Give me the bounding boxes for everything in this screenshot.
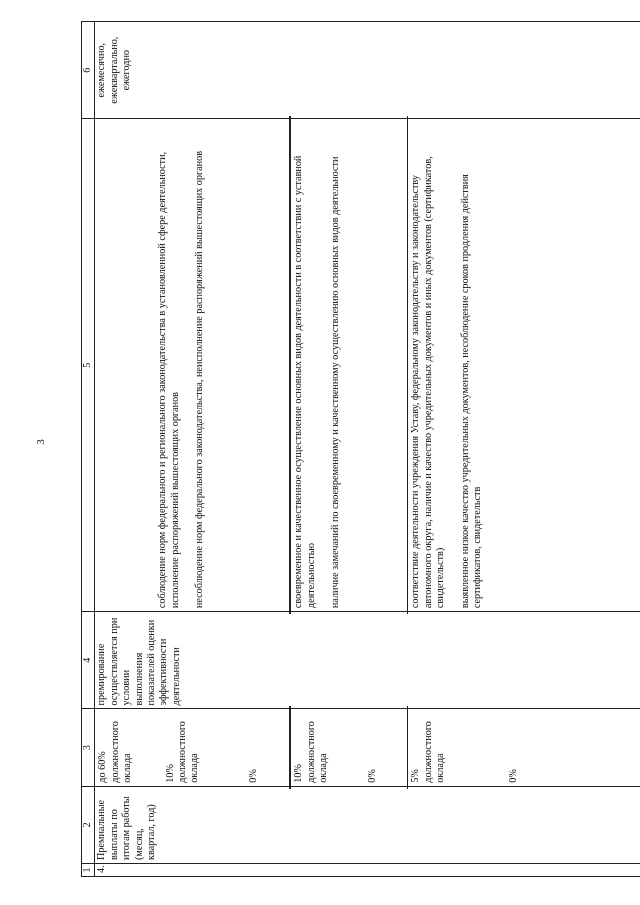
bonus-table — [81, 21, 640, 877]
header-col-3: 3 — [82, 709, 95, 786]
amount-text: до 60% должностного оклада — [97, 721, 134, 783]
amount-text: 10% должностного оклада — [164, 721, 201, 783]
amount-cell — [95, 709, 640, 786]
header-row — [82, 22, 95, 877]
amount-text: 10% должностного оклада — [293, 721, 330, 783]
amount-text: 5% должностного оклада — [410, 721, 447, 783]
criteria-text: своевременное и качественное осуществление основных видов деятельности в соответствии с уставной деятельностью — [293, 155, 317, 609]
header-col-2: 2 — [82, 786, 95, 863]
amount-text: 0% — [366, 769, 378, 783]
criteria-text: несоблюдение норм федерального законодательства, неисполнение распоряжений вышестоящих органов — [194, 150, 206, 609]
amount-text: 0% — [247, 769, 259, 783]
criteria-text: соответствие деятельности учреждения Уставу, федеральному законодательству и законодательству автономного округа, наличие и качество учредительных документов и иных документов (сертификатов, свидетельств) — [410, 156, 447, 609]
header-col-5: 5 — [82, 119, 95, 612]
header-col-1: 1 — [82, 863, 95, 876]
criteria-text: наличие замечаний по своевременному и качественному осуществлению основных видов деятельности — [330, 156, 342, 609]
table-row — [95, 22, 640, 877]
criteria-text: соблюдение норм федерального и регионального законодательства в установленной сфере деятельности, исполнение распоряжений вышестоящих органов — [157, 151, 181, 609]
page-number: 3 — [34, 439, 47, 445]
amount-text: 0% — [507, 769, 519, 783]
condition-cell: премирование осуществляется при условии выполнения показателей оценки эффективности деятельности — [95, 612, 640, 709]
row-number: 4. — [95, 863, 640, 876]
rotated-table-container — [81, 21, 640, 877]
header-col-6: 6 — [82, 22, 95, 119]
payment-name: Премиальные выплаты по итогам работы (месяц, квартал, год) — [95, 786, 640, 863]
criteria-text: выявленное низкое качество учредительных документов, несоблюдение сроков продления действия сертификатов, свидетельств — [459, 174, 483, 609]
period-cell: ежемесячно, ежеквартально, ежегодно — [95, 22, 640, 119]
criteria-cell — [95, 119, 640, 612]
header-col-4: 4 — [82, 612, 95, 709]
